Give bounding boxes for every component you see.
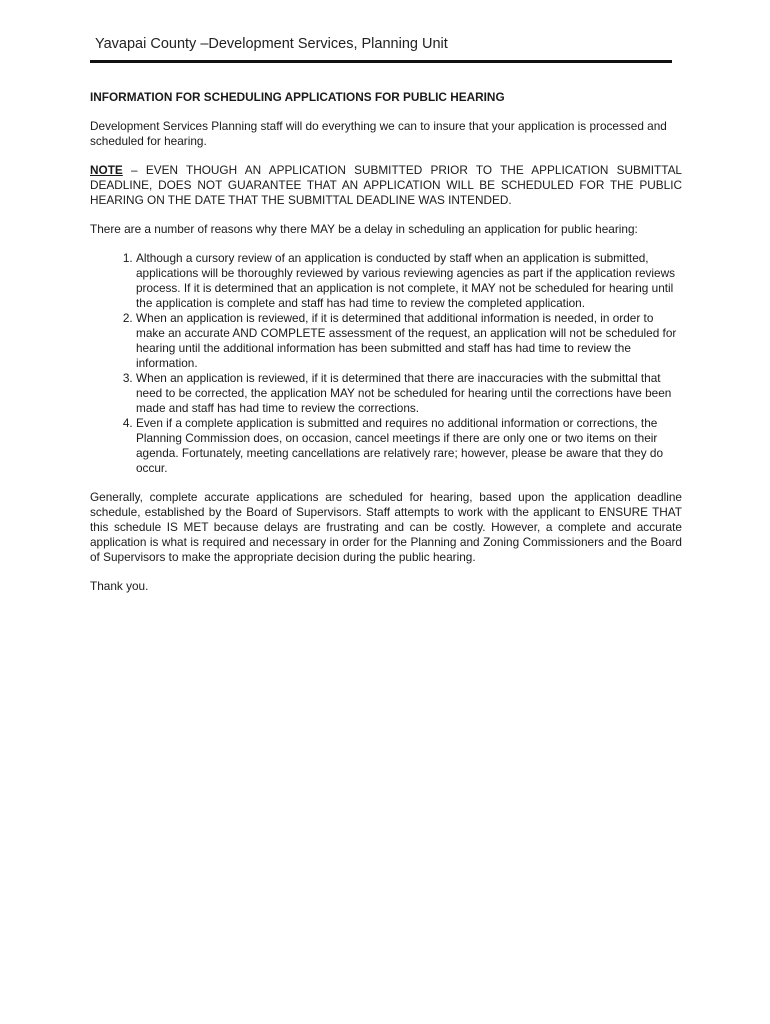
note-text: – EVEN THOUGH AN APPLICATION SUBMITTED PRIOR TO THE APPLICATION SUBMITTAL DEADLINE, DOES NOT GUARANTEE THAT AN APPLICATION WILL BE SCHEDULED FOR THE PUBLIC HEARING ON THE DATE THAT THE SUBMITTAL DEADLINE WAS INTENDED. <box>90 163 682 207</box>
list-item: 1. Although a cursory review of an application is conducted by staff when an application is submitted, applications will be thoroughly reviewed by various reviewing agencies as part if the application reviews process. If it is determined that an application is not complete, it MAY not be scheduled for hearing until the application is complete and staff has had time to review the completed application. <box>136 251 682 311</box>
list-item: 4. Even if a complete application is submitted and requires no additional information or corrections, the Planning Commission does, on occasion, cancel meetings if there are only one or two items on their agenda. Fortunately, meeting cancellations are relatively rare; however, please be aware that they do occur. <box>136 416 682 476</box>
reasons-list <box>90 251 682 476</box>
reasons-intro: There are a number of reasons why there MAY be a delay in scheduling an application for public hearing: <box>90 222 638 236</box>
thank-you: Thank you. <box>90 579 149 593</box>
list-item: 3. When an application is reviewed, if it is determined that there are inaccuracies with the submittal that need to be corrected, the application MAY not be scheduled for hearing until the corrections have been made and staff has had time to review the corrections. <box>136 371 682 416</box>
closing-paragraph: Generally, complete accurate applications are scheduled for hearing, based upon the application deadline schedule, established by the Board of Supervisors. Staff attempts to work with the applicant to ENSURE THAT this schedule IS MET because delays are frustrating and can be costly. However, a complete and accurate application is what is required and necessary in order for the Planning and Zoning Commissioners and the Board of Supervisors to make the appropriate decision during the public hearing. <box>90 490 682 564</box>
intro-paragraph: Development Services Planning staff will do everything we can to insure that your application is processed and scheduled for hearing. <box>90 119 667 148</box>
list-item: 2. When an application is reviewed, if it is determined that additional information is needed, in order to make an accurate AND COMPLETE assessment of the request, an application will not be scheduled for hearing until the additional information has been submitted and staff has had time to review the information. <box>136 311 682 371</box>
note-paragraph <box>90 163 682 208</box>
document-body <box>90 90 682 608</box>
page-header-title: Yavapai County –Development Services, Planning Unit <box>95 36 448 52</box>
document-heading: INFORMATION FOR SCHEDULING APPLICATIONS FOR PUBLIC HEARING <box>90 90 505 104</box>
note-label: NOTE <box>90 163 123 177</box>
header-divider <box>90 60 672 63</box>
